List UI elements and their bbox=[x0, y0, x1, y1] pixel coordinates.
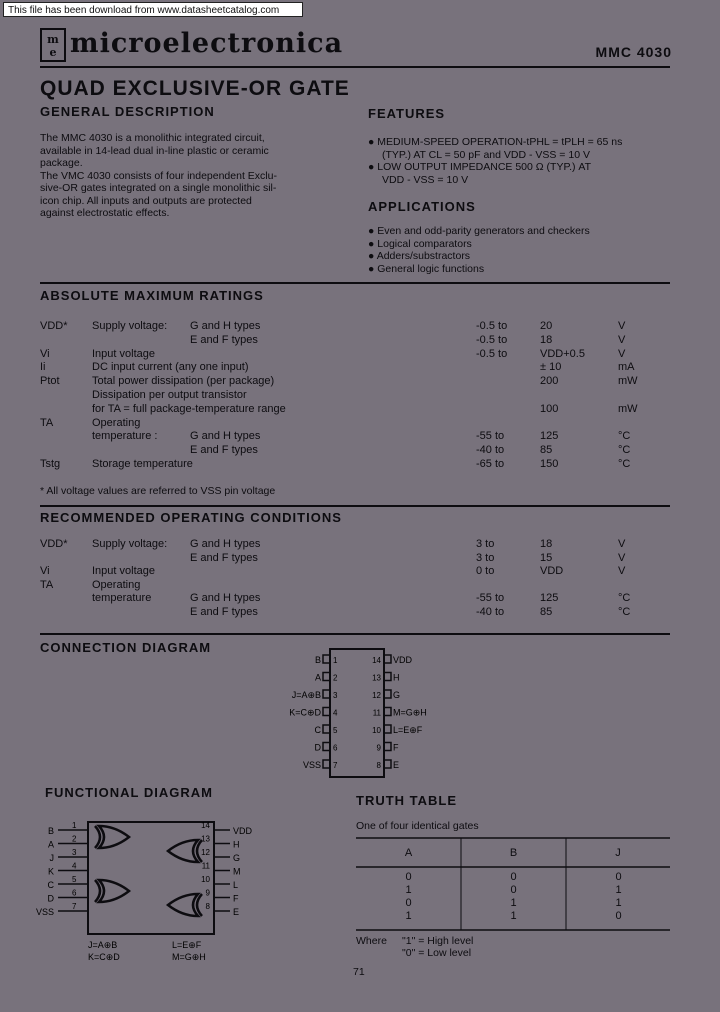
func-pin-number: 11 bbox=[201, 861, 210, 871]
amr-heading: ABSOLUTE MAXIMUM RATINGS bbox=[40, 288, 264, 303]
rating-max: 125 bbox=[540, 430, 559, 443]
func-right-label: F bbox=[233, 893, 239, 904]
rating-desc2: G and H types bbox=[190, 320, 261, 332]
truth-cell: 1 bbox=[510, 910, 517, 922]
pin-box bbox=[323, 655, 330, 663]
rating-min: -40 to bbox=[476, 605, 505, 618]
pin-box bbox=[323, 760, 330, 768]
func-pin-number: 1 bbox=[72, 821, 77, 830]
rating-desc: Operating bbox=[92, 416, 141, 429]
pin-box bbox=[384, 743, 391, 751]
applications-heading: APPLICATIONS bbox=[368, 199, 476, 214]
pin-number: 5 bbox=[333, 726, 338, 735]
equation-l: L=E⊕F bbox=[172, 940, 202, 950]
part-number: MMC 4030 bbox=[595, 44, 672, 60]
pin-box bbox=[384, 690, 391, 698]
download-banner: This file has been download from www.datasheetcatalog.com bbox=[3, 2, 303, 17]
rating-min: -0.5 to bbox=[476, 347, 508, 360]
truth-cell: 1 bbox=[615, 884, 622, 896]
func-left-label: C bbox=[47, 880, 54, 890]
pin-box bbox=[323, 725, 330, 733]
rating-min: -55 to bbox=[476, 592, 505, 604]
pin-label: VDD bbox=[393, 655, 413, 665]
rating-min: 3 to bbox=[476, 538, 495, 550]
func-right-label: M bbox=[233, 866, 241, 877]
pin-label: J=A⊕B bbox=[291, 690, 321, 700]
pin-number: 12 bbox=[372, 691, 381, 700]
header-rule bbox=[40, 66, 670, 68]
rating-max: ± 10 bbox=[540, 361, 562, 374]
rating-desc: Supply voltage: bbox=[92, 538, 168, 550]
connection-diagram-heading: CONNECTION DIAGRAM bbox=[40, 640, 212, 655]
rating-min: -55 to bbox=[476, 430, 505, 443]
amr-footnote: * All voltage values are referred to VSS pin voltage bbox=[40, 485, 276, 497]
truth-table-heading: TRUTH TABLE bbox=[356, 793, 458, 808]
func-pin-number: 5 bbox=[72, 875, 77, 884]
func-left-label: VSS bbox=[35, 907, 54, 917]
pin-number: 1 bbox=[333, 656, 338, 665]
rating-desc: Input voltage bbox=[92, 347, 155, 360]
xor-gate-icon bbox=[95, 826, 129, 848]
roc-heading: RECOMMENDED OPERATING CONDITIONS bbox=[40, 510, 342, 525]
pin-box bbox=[384, 655, 391, 663]
rating-unit: V bbox=[618, 333, 626, 346]
truth-header-a: A bbox=[404, 847, 413, 859]
rating-min: 3 to bbox=[476, 551, 495, 564]
rating-unit: mW bbox=[618, 402, 638, 415]
truth-cell: 0 bbox=[405, 897, 412, 909]
rating-max: 100 bbox=[540, 402, 559, 415]
equation-j: J=A⊕B bbox=[88, 940, 118, 950]
func-pin-number: 14 bbox=[201, 821, 210, 830]
xor-gate-icon bbox=[168, 894, 202, 916]
truth-cell: 0 bbox=[615, 910, 622, 922]
functional-diagram bbox=[35, 812, 280, 967]
func-right-label: H bbox=[233, 839, 240, 850]
func-pin-number: 13 bbox=[201, 834, 210, 844]
truth-cell: 0 bbox=[510, 871, 517, 883]
pin-label: M=G⊕H bbox=[393, 707, 427, 718]
pin-label: B bbox=[314, 655, 321, 665]
company-logo-text: microelectronica bbox=[70, 28, 344, 59]
rating-max: 200 bbox=[540, 375, 559, 388]
pin-box bbox=[384, 708, 391, 716]
rating-desc: Input voltage bbox=[92, 565, 155, 577]
rating-unit: °C bbox=[618, 592, 631, 604]
rating-desc2: E and F types bbox=[190, 605, 258, 618]
rating-max: 20 bbox=[540, 320, 553, 332]
pin-box bbox=[323, 673, 330, 681]
rating-sym: VDD* bbox=[40, 320, 68, 332]
pin-label: D bbox=[314, 742, 321, 753]
applications-list: ● Even and odd-parity generators and checkers ● Logical comparators ● Adders/substractors ● General logic functions bbox=[368, 225, 678, 275]
truth-table-caption: One of four identical gates bbox=[356, 820, 479, 832]
rating-unit: V bbox=[618, 347, 626, 360]
rating-max: 18 bbox=[540, 333, 553, 346]
pin-number: 9 bbox=[376, 743, 381, 753]
rating-unit: V bbox=[618, 551, 626, 564]
rating-unit: mA bbox=[618, 361, 635, 374]
rating-min: -65 to bbox=[476, 458, 505, 470]
truth-header-b: B bbox=[509, 847, 518, 859]
func-pin-number: 3 bbox=[72, 848, 77, 857]
general-description-heading: GENERAL DESCRIPTION bbox=[40, 104, 215, 119]
func-left-label: K bbox=[47, 866, 54, 877]
rating-desc2: G and H types bbox=[190, 538, 261, 550]
truth-note-high: "1" = High level bbox=[402, 935, 474, 947]
page-title: QUAD EXCLUSIVE-OR GATE bbox=[40, 77, 350, 100]
rating-desc2: E and F types bbox=[190, 333, 258, 346]
pin-box bbox=[384, 760, 391, 768]
func-pin-number: 6 bbox=[72, 888, 77, 898]
rating-desc: DC input current (any one input) bbox=[92, 361, 249, 374]
rating-desc: Storage temperature bbox=[92, 458, 193, 470]
rating-desc2: E and F types bbox=[190, 551, 258, 564]
func-right-label: E bbox=[233, 907, 240, 917]
func-left-label: B bbox=[47, 826, 54, 836]
rating-desc: Dissipation per output transistor bbox=[92, 389, 247, 401]
ic-body bbox=[88, 822, 214, 934]
rating-sym: TA bbox=[40, 578, 54, 591]
truth-cell: 0 bbox=[405, 871, 412, 883]
rating-unit: °C bbox=[618, 458, 631, 470]
functional-diagram-heading: FUNCTIONAL DIAGRAM bbox=[45, 785, 213, 800]
page-number: 71 bbox=[353, 966, 365, 978]
rating-desc: temperature bbox=[92, 592, 152, 604]
truth-cell: 1 bbox=[405, 910, 412, 922]
pin-label: H bbox=[393, 672, 400, 683]
rating-max: VDD bbox=[540, 565, 564, 577]
func-left-label: D bbox=[47, 893, 54, 904]
rating-min: -40 to bbox=[476, 444, 505, 457]
section-rule bbox=[40, 282, 670, 284]
func-right-label: L bbox=[233, 880, 239, 890]
func-right-label: G bbox=[233, 853, 241, 863]
pin-number: 13 bbox=[372, 673, 381, 683]
pin-label: E bbox=[393, 760, 400, 770]
rating-max: 125 bbox=[540, 592, 559, 604]
rating-desc: temperature : bbox=[92, 430, 158, 443]
rating-sym: Tstg bbox=[40, 458, 61, 470]
rating-unit: °C bbox=[618, 430, 631, 443]
rating-desc: Operating bbox=[92, 578, 141, 591]
rating-min: -0.5 to bbox=[476, 320, 508, 332]
pin-number: 7 bbox=[333, 761, 338, 770]
rating-desc2: G and H types bbox=[190, 430, 261, 443]
truth-cell: 1 bbox=[405, 884, 412, 896]
rating-max: 15 bbox=[540, 551, 553, 564]
general-description-text: The MMC 4030 is a monolithic integrated circuit, available in 14-lead dual in-line plastic or ceramic package. The VMC 4030 consists of four independent Exclu- sive-OR gates integrated on a single monolithic sil- icon chip. All inputs and outputs are protected against electrostatic effects. bbox=[40, 132, 277, 219]
rating-desc2: E and F types bbox=[190, 444, 258, 457]
pin-number: 4 bbox=[333, 708, 338, 718]
rating-desc: Supply voltage: bbox=[92, 320, 168, 332]
func-left-label: J bbox=[49, 853, 54, 863]
truth-cell: 1 bbox=[510, 897, 517, 909]
rating-unit: V bbox=[618, 565, 626, 577]
equation-m: M=G⊕H bbox=[172, 952, 206, 962]
rating-desc2: G and H types bbox=[190, 592, 261, 604]
xor-gate-icon bbox=[168, 840, 202, 862]
truth-where: Where bbox=[356, 935, 387, 947]
truth-cell: 1 bbox=[615, 897, 622, 909]
rating-sym: Ii bbox=[40, 361, 46, 374]
pin-box bbox=[323, 690, 330, 698]
svg-text:m: m bbox=[47, 33, 59, 46]
func-pin-number: 12 bbox=[201, 848, 210, 857]
rating-desc: for TA = full package-temperature range bbox=[92, 402, 286, 415]
pin-box bbox=[384, 725, 391, 733]
svg-text:e: e bbox=[49, 46, 57, 59]
pin-label: L=E⊕F bbox=[393, 725, 423, 735]
pin-box bbox=[323, 743, 330, 751]
rating-desc: Total power dissipation (per package) bbox=[92, 375, 275, 388]
pin-box bbox=[384, 673, 391, 681]
rating-unit: °C bbox=[618, 605, 631, 618]
rating-min: 0 to bbox=[476, 565, 495, 577]
rating-sym: Vi bbox=[40, 565, 50, 577]
connection-diagram bbox=[270, 645, 440, 780]
xor-gate-icon bbox=[95, 880, 129, 902]
pin-box bbox=[323, 708, 330, 716]
func-pin-number: 10 bbox=[201, 875, 210, 884]
rating-max: VDD+0.5 bbox=[540, 347, 585, 360]
company-logo-icon bbox=[40, 28, 66, 62]
pin-number: 8 bbox=[376, 761, 381, 770]
rating-unit: V bbox=[618, 538, 626, 550]
pin-label: A bbox=[314, 672, 321, 683]
pin-number: 11 bbox=[372, 708, 381, 718]
pin-number: 3 bbox=[333, 691, 338, 700]
pin-label: K=C⊕D bbox=[289, 707, 321, 718]
func-right-label: VDD bbox=[233, 826, 253, 836]
section-rule bbox=[40, 633, 670, 635]
pin-number: 6 bbox=[333, 743, 338, 753]
rating-max: 18 bbox=[540, 538, 553, 550]
func-pin-number: 2 bbox=[72, 834, 77, 844]
rating-unit: mW bbox=[618, 375, 638, 388]
func-left-label: A bbox=[47, 839, 54, 850]
features-list: ● MEDIUM-SPEED OPERATION-tPHL = tPLH = 65 ns (TYP.) AT CL = 50 pF and VDD - VSS = 10 V ● LOW OUTPUT IMPEDANCE 500 Ω (TYP.) AT VDD - VSS = 10 V bbox=[368, 136, 678, 186]
section-rule bbox=[40, 505, 670, 507]
pin-label: VSS bbox=[302, 760, 321, 770]
func-pin-number: 9 bbox=[205, 888, 210, 898]
rating-sym: Ptot bbox=[40, 375, 60, 388]
rating-unit: V bbox=[618, 320, 626, 332]
pin-label: G bbox=[393, 690, 401, 700]
truth-cell: 0 bbox=[615, 871, 622, 883]
truth-cell: 0 bbox=[510, 884, 517, 896]
pin-label: C bbox=[314, 725, 321, 735]
truth-header-j: J bbox=[615, 847, 621, 859]
func-pin-number: 7 bbox=[72, 902, 77, 911]
truth-note-low: "0" = Low level bbox=[402, 947, 472, 959]
rating-max: 150 bbox=[540, 458, 559, 470]
rating-sym: TA bbox=[40, 416, 54, 429]
rating-sym: Vi bbox=[40, 347, 50, 360]
rating-max: 85 bbox=[540, 605, 553, 618]
rating-unit: °C bbox=[618, 444, 631, 457]
pin-label: F bbox=[393, 742, 399, 753]
func-pin-number: 8 bbox=[205, 902, 210, 911]
pin-number: 10 bbox=[372, 726, 381, 735]
rating-max: 85 bbox=[540, 444, 553, 457]
pin-number: 2 bbox=[333, 673, 338, 683]
equation-k: K=C⊕D bbox=[88, 952, 120, 962]
features-heading: FEATURES bbox=[368, 106, 446, 121]
rating-sym: VDD* bbox=[40, 538, 68, 550]
func-pin-number: 4 bbox=[72, 861, 77, 871]
truth-table bbox=[356, 837, 670, 931]
pin-number: 14 bbox=[372, 656, 381, 665]
rating-min: -0.5 to bbox=[476, 333, 508, 346]
